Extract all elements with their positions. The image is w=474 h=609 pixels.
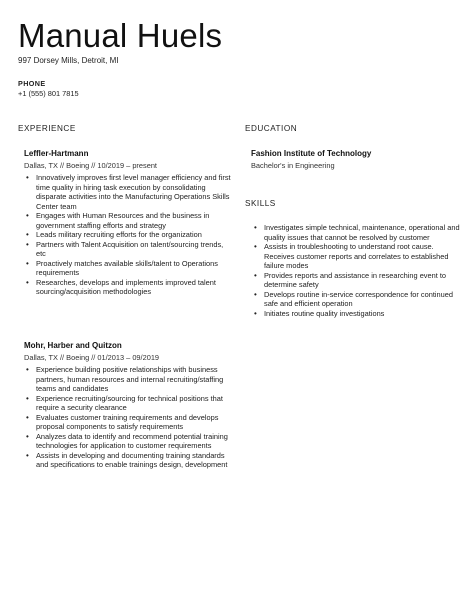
- job-meta: Dallas, TX // Boeing // 10/2019 – present: [24, 161, 157, 170]
- list-item: • Experience recruiting/sourcing for technical positions that require a security clearance: [24, 394, 232, 413]
- list-item: • Researches, develops and implements improved talent sourcing/acquisition methodologies: [24, 278, 232, 297]
- education-heading: EDUCATION: [245, 124, 298, 133]
- list-item: • Develops routine in-service correspondence for continued safe and efficient operation: [252, 290, 460, 309]
- skills-list: [252, 223, 460, 318]
- experience-heading: EXPERIENCE: [18, 124, 76, 133]
- list-item: • Experience building positive relationships with business partners, human resources and internal recruiting/staffing teams and candidates: [24, 365, 232, 394]
- phone-value: +1 (555) 801 7815: [18, 89, 79, 98]
- education-entry: [251, 149, 461, 170]
- list-item: • Leads military recruiting efforts for the organization: [24, 230, 232, 240]
- list-item: • Analyzes data to identify and recommend potential training technologies for application to customer requirements: [24, 432, 232, 451]
- job-bullets: [24, 365, 232, 470]
- list-item: • Assists in troubleshooting to understand root cause. Receives customer reports and correlates to established failure modes: [252, 242, 460, 271]
- job-entry: [24, 341, 232, 470]
- skills-list-container: [252, 220, 460, 318]
- job-meta: Dallas, TX // Boeing // 01/2013 – 09/2019: [24, 353, 160, 362]
- job-bullets: [24, 173, 232, 297]
- education-degree: Bachelor's in Engineering: [251, 161, 335, 170]
- education-school: Fashion Institute of Technology: [251, 149, 372, 158]
- list-item: • Provides reports and assistance in researching event to determine safety: [252, 271, 460, 290]
- job-company: Leffler-Hartmann: [24, 149, 89, 158]
- list-item: • Proactively matches available skills/talent to Operations requirements: [24, 259, 232, 278]
- list-item: • Investigates simple technical, maintenance, operational and quality issues that cannot be resolved by customer: [252, 223, 460, 242]
- list-item: • Assists in developing and documenting training standards and specifications to enable trainings design, development: [24, 451, 232, 470]
- list-item: • Evaluates customer training requirements and develops proposal components to satisfy requirements: [24, 413, 232, 432]
- list-item: • Innovatively improves first level manager efficiency and first time quality in hiring task execution by consolidating disparate activities into the Manufacturing Operations Skills Center team: [24, 173, 232, 211]
- resume-address: 997 Dorsey Mills, Detroit, MI: [18, 56, 119, 65]
- skills-heading: SKILLS: [245, 199, 276, 208]
- list-item: • Initiates routine quality investigations: [252, 309, 460, 319]
- job-entry: [24, 149, 232, 297]
- resume-name: Manual Huels: [18, 17, 223, 54]
- phone-label: PHONE: [18, 79, 46, 88]
- list-item: • Partners with Talent Acquisition on talent/sourcing trends, etc: [24, 240, 232, 259]
- list-item: • Engages with Human Resources and the business in government staffing efforts and strategy: [24, 211, 232, 230]
- job-company: Mohr, Harber and Quitzon: [24, 341, 122, 350]
